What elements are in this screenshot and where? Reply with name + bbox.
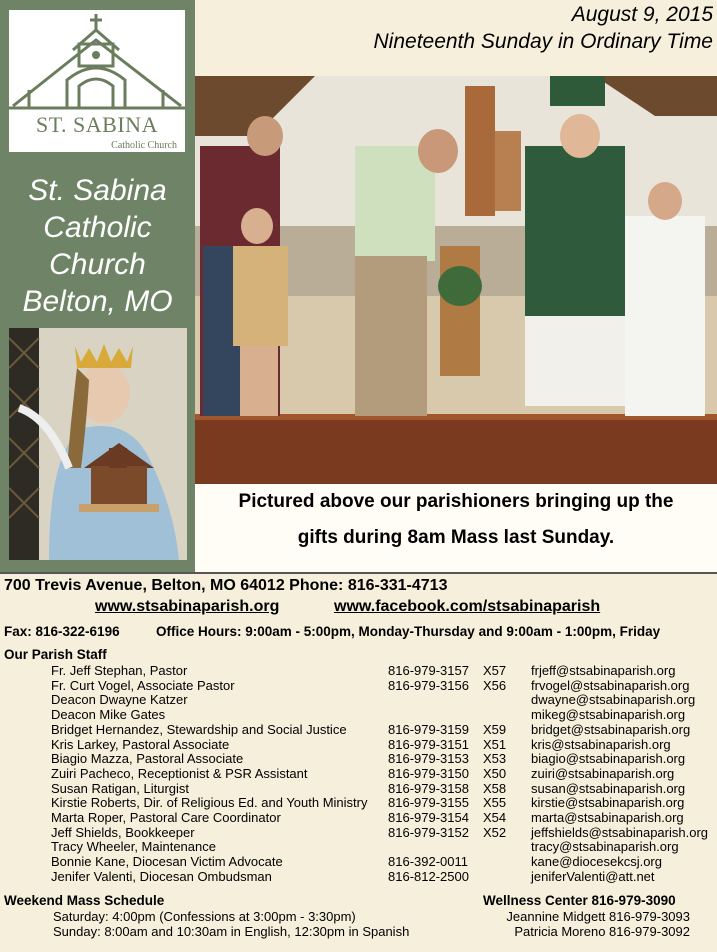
staff-extension: X57 [483,663,507,678]
staff-phone: 816-979-3156 [388,677,469,693]
staff-name: Susan Ratigan, Liturgist [51,780,190,796]
mass-sunday: Sunday: 8:00am and 10:30am in English, 12:30pm in Spanish [53,924,410,939]
staff-extension: X53 [483,751,507,767]
staff-row [0,781,717,796]
staff-row [0,869,717,884]
staff-phone: 816-979-3151 [388,736,469,752]
sidebar-title-line: Church [49,248,146,281]
staff-name: Kris Larkey, Pastoral Associate [51,736,230,752]
staff-email[interactable]: biagio@stsabinaparish.org [531,751,686,767]
staff-extension: X56 [483,677,507,693]
church-logo [9,10,185,152]
divider [0,572,717,574]
staff-extension: X55 [483,795,507,811]
liturgical-sunday: Nineteenth Sunday in Ordinary Time [373,30,713,53]
address-phone: 700 Trevis Avenue, Belton, MO 64012 Phone: 816-331-4713 [4,577,448,594]
staff-name: Marta Roper, Pastoral Care Coordinator [51,810,281,825]
staff-name: Bonnie Kane, Diocesan Victim Advocate [51,854,283,870]
staff-email[interactable]: susan@stsabinaparish.org [531,780,686,796]
staff-email[interactable]: jeffshields@stsabinaparish.org [531,824,708,840]
staff-extension: X52 [483,824,507,840]
facebook-link[interactable]: www.facebook.com/stsabinaparish [334,598,601,615]
sidebar-title [0,172,195,320]
sidebar [0,0,195,572]
staff-row [0,839,717,854]
staff-phone: 816-979-3150 [388,765,469,781]
staff-email[interactable]: dwayne@stsabinaparish.org [531,692,696,708]
staff-row [0,722,717,737]
staff-email[interactable]: tracy@stsabinaparish.org [531,839,679,855]
staff-extension: X54 [483,810,507,825]
staff-name: Bridget Hernandez, Stewardship and Social Justice [51,721,347,737]
office-hours: Office Hours: 9:00am - 5:00pm, Monday-Thursday and 9:00am - 1:00pm, Friday [156,624,661,639]
staff-email[interactable]: kirstie@stsabinaparish.org [531,795,685,811]
fax-number: Fax: 816-322-6196 [4,624,120,639]
staff-row [0,707,717,722]
sidebar-title-line: St. Sabina [28,174,167,207]
staff-email[interactable]: frvogel@stsabinaparish.org [531,677,690,693]
wellness-contact: Patricia Moreno 816-979-3092 [514,924,690,939]
mass-schedule-heading: Weekend Mass Schedule [4,893,165,908]
staff-name: Fr. Curt Vogel, Associate Pastor [51,677,235,693]
staff-phone: 816-979-3154 [388,810,469,825]
mass-saturday: Saturday: 4:00pm (Confessions at 3:00pm - 3:30pm) [53,909,356,924]
staff-name: Fr. Jeff Stephan, Pastor [51,663,188,678]
staff-row [0,737,717,752]
staff-name: Zuiri Pacheco, Receptionist & PSR Assistant [51,765,308,781]
header [195,0,717,76]
staff-row [0,825,717,840]
staff-phone: 816-979-3153 [388,751,469,767]
staff-row [0,810,717,825]
staff-name: Biagio Mazza, Pastoral Associate [51,751,244,767]
staff-row [0,766,717,781]
caption-line-2: gifts during 8am Mass last Sunday. [297,527,615,548]
staff-heading: Our Parish Staff [4,647,107,662]
sidebar-title-line: Belton, MO [22,285,173,318]
staff-extension: X50 [483,765,507,781]
staff-phone: 816-979-3159 [388,721,469,737]
staff-name: Deacon Dwayne Katzer [51,692,188,708]
staff-row [0,678,717,693]
staff-row [0,751,717,766]
logo-name: ST. SABINA [36,112,158,137]
staff-email[interactable]: bridget@stsabinaparish.org [531,721,691,737]
staff-row [0,795,717,810]
photo-caption [195,484,717,572]
staff-phone: 816-979-3158 [388,780,469,796]
staff-name: Tracy Wheeler, Maintenance [51,839,216,855]
staff-row [0,854,717,869]
staff-name: Jeff Shields, Bookkeeper [51,824,195,840]
staff-email[interactable]: marta@stsabinaparish.org [531,810,684,825]
wellness-heading: Wellness Center 816-979-3090 [483,893,676,908]
saint-statue-image [9,328,187,560]
staff-phone: 816-979-3152 [388,824,469,840]
staff-row [0,692,717,707]
bulletin-date: August 9, 2015 [571,3,713,26]
staff-name: Deacon Mike Gates [51,707,166,723]
sidebar-title-line: Catholic [43,211,152,244]
staff-extension: X58 [483,780,507,796]
staff-email[interactable]: kris@stsabinaparish.org [531,736,671,752]
staff-name: Jenifer Valenti, Diocesan Ombudsman [51,868,272,884]
staff-email[interactable]: jeniferValenti@att.net [531,868,655,884]
staff-extension: X51 [483,736,507,752]
logo-subtitle: Catholic Church [111,140,177,151]
staff-extension: X59 [483,721,507,737]
staff-name: Kirstie Roberts, Dir. of Religious Ed. and Youth Ministry [51,795,368,811]
mass-photo [195,76,717,484]
caption-line-1: Pictured above our parishioners bringing up the [238,491,674,512]
staff-email[interactable]: mikeg@stsabinaparish.org [531,707,686,723]
staff-email[interactable]: zuiri@stsabinaparish.org [531,765,675,781]
staff-phone: 816-812-2500 [388,868,469,884]
staff-row [0,663,717,678]
staff-phone: 816-392-0011 [388,854,468,870]
staff-phone: 816-979-3157 [388,663,469,678]
staff-email[interactable]: kane@diocesekcsj.org [531,854,662,870]
staff-email[interactable]: frjeff@stsabinaparish.org [531,663,676,678]
staff-phone: 816-979-3155 [388,795,469,811]
wellness-contact: Jeannine Midgett 816-979-3093 [506,909,690,924]
website-link[interactable]: www.stsabinaparish.org [95,598,280,615]
